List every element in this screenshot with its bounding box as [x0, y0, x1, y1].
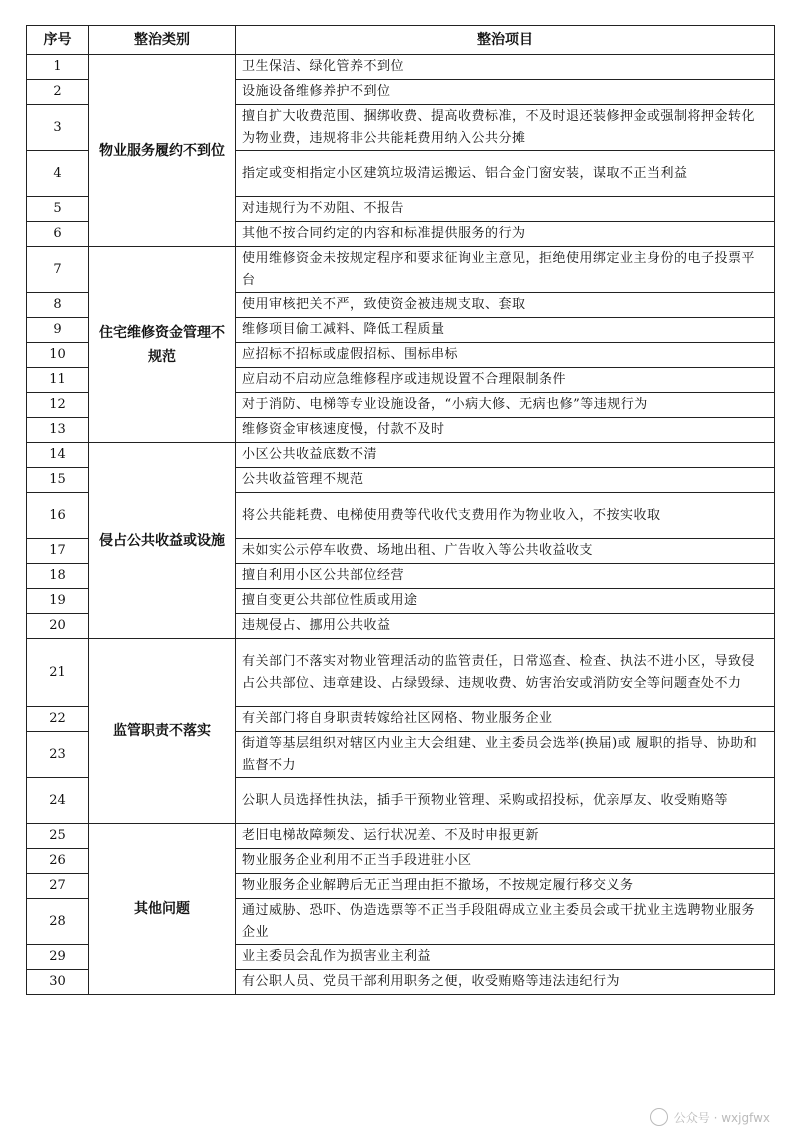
wechat-logo-icon	[650, 1108, 668, 1126]
category-cell: 住宅维修资金管理不规范	[89, 247, 236, 443]
watermark	[650, 1108, 770, 1126]
item-cell: 其他不按合同约定的内容和标准提供服务的行为	[236, 222, 775, 247]
table-row	[27, 443, 775, 468]
item-cell: 使用维修资金未按规定程序和要求征询业主意见，拒绝使用绑定业主身份的电子投票平台	[236, 247, 775, 293]
item-cell: 维修资金审核速度慢，付款不及时	[236, 418, 775, 443]
item-cell: 有关部门将自身职责转嫁给社区网格、物业服务企业	[236, 707, 775, 732]
item-cell: 街道等基层组织对辖区内业主大会组建、业主委员会选举(换届)或 履职的指导、协助和监督不力	[236, 732, 775, 778]
item-cell: 使用审核把关不严，致使资金被违规支取、套取	[236, 293, 775, 318]
row-number: 18	[27, 564, 89, 589]
row-number: 3	[27, 105, 89, 151]
item-cell: 擅自扩大收费范围、捆绑收费、提高收费标准，不及时退还装修押金或强制将押金转化为物业费，违规将非公共能耗费用纳入公共分摊	[236, 105, 775, 151]
item-cell: 将公共能耗费、电梯使用费等代收代支费用作为物业收入，不按实收取	[236, 493, 775, 539]
item-cell: 违规侵占、挪用公共收益	[236, 614, 775, 639]
item-cell: 应启动不启动应急维修程序或违规设置不合理限制条件	[236, 368, 775, 393]
category-cell: 监管职责不落实	[89, 639, 236, 824]
row-number: 7	[27, 247, 89, 293]
item-cell: 卫生保洁、绿化管养不到位	[236, 55, 775, 80]
item-cell: 有关部门不落实对物业管理活动的监管责任，日常巡查、检查、执法不进小区，导致侵占公共部位、违章建设、占绿毁绿、违规收费、妨害治安或消防安全等问题查处不力	[236, 639, 775, 707]
item-cell: 物业服务企业利用不正当手段进驻小区	[236, 849, 775, 874]
row-number: 29	[27, 945, 89, 970]
item-cell: 业主委员会乱作为损害业主利益	[236, 945, 775, 970]
row-number: 23	[27, 732, 89, 778]
row-number: 28	[27, 899, 89, 945]
row-number: 11	[27, 368, 89, 393]
row-number: 14	[27, 443, 89, 468]
item-cell: 物业服务企业解聘后无正当理由拒不撤场，不按规定履行移交义务	[236, 874, 775, 899]
item-cell: 通过威胁、恐吓、伪造选票等不正当手段阻碍成立业主委员会或干扰业主选聘物业服务企业	[236, 899, 775, 945]
item-cell: 小区公共收益底数不清	[236, 443, 775, 468]
row-number: 20	[27, 614, 89, 639]
watermark-text: 公众号 · wxjgfwx	[673, 1110, 770, 1125]
rectification-table	[26, 25, 775, 995]
row-number: 27	[27, 874, 89, 899]
item-cell: 公职人员选择性执法，插手干预物业管理、采购或招投标，优亲厚友、收受贿赂等	[236, 778, 775, 824]
item-cell: 擅自变更公共部位性质或用途	[236, 589, 775, 614]
header-row	[27, 26, 775, 55]
item-cell: 老旧电梯故障频发、运行状况差、不及时申报更新	[236, 824, 775, 849]
row-number: 30	[27, 970, 89, 995]
item-cell: 对违规行为不劝阻、不报告	[236, 197, 775, 222]
row-number: 1	[27, 55, 89, 80]
item-cell: 应招标不招标或虚假招标、围标串标	[236, 343, 775, 368]
row-number: 26	[27, 849, 89, 874]
row-number: 16	[27, 493, 89, 539]
row-number: 13	[27, 418, 89, 443]
row-number: 2	[27, 80, 89, 105]
row-number: 25	[27, 824, 89, 849]
row-number: 10	[27, 343, 89, 368]
item-cell: 擅自利用小区公共部位经营	[236, 564, 775, 589]
category-cell: 其他问题	[89, 824, 236, 995]
category-cell: 物业服务履约不到位	[89, 55, 236, 247]
item-cell: 对于消防、电梯等专业设施设备，“小病大修、无病也修”等违规行为	[236, 393, 775, 418]
table-row	[27, 247, 775, 293]
item-cell: 设施设备维修养护不到位	[236, 80, 775, 105]
table-body	[27, 55, 775, 995]
item-cell: 有公职人员、党员干部利用职务之便，收受贿赂等违法违纪行为	[236, 970, 775, 995]
item-cell: 未如实公示停车收费、场地出租、广告收入等公共收益收支	[236, 539, 775, 564]
header-category: 整治类别	[89, 26, 236, 55]
row-number: 15	[27, 468, 89, 493]
table-row	[27, 824, 775, 849]
row-number: 5	[27, 197, 89, 222]
row-number: 19	[27, 589, 89, 614]
row-number: 9	[27, 318, 89, 343]
row-number: 12	[27, 393, 89, 418]
category-cell: 侵占公共收益或设施	[89, 443, 236, 639]
row-number: 8	[27, 293, 89, 318]
header-item: 整治项目	[236, 26, 775, 55]
item-cell: 维修项目偷工减料、降低工程质量	[236, 318, 775, 343]
row-number: 24	[27, 778, 89, 824]
item-cell: 指定或变相指定小区建筑垃圾清运搬运、铝合金门窗安装，谋取不正当利益	[236, 151, 775, 197]
row-number: 17	[27, 539, 89, 564]
table-row	[27, 55, 775, 80]
row-number: 4	[27, 151, 89, 197]
row-number: 6	[27, 222, 89, 247]
row-number: 21	[27, 639, 89, 707]
item-cell: 公共收益管理不规范	[236, 468, 775, 493]
table-row	[27, 639, 775, 707]
header-num: 序号	[27, 26, 89, 55]
row-number: 22	[27, 707, 89, 732]
